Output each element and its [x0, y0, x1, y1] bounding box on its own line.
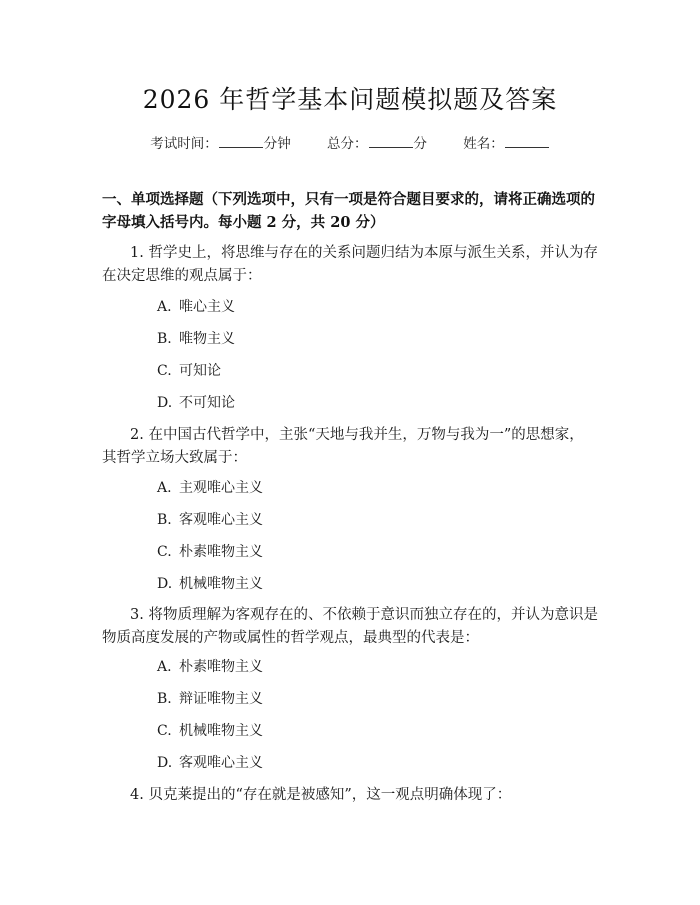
exam-score-blank: [369, 135, 413, 148]
exam-name-blank: [505, 135, 549, 148]
question-1-stem: 1. 哲学史上，将思维与存在的关系问题归结为本原与派生关系，并认为存在决定思维的观点属于：: [102, 245, 598, 284]
option-item: [157, 720, 263, 740]
exam-time: [150, 136, 295, 152]
option-letter: D.: [157, 755, 173, 771]
question-stem: [102, 242, 598, 288]
exam-name: [463, 136, 550, 152]
option-text: 朴素唯物主义: [179, 659, 263, 675]
option-item: [157, 573, 263, 593]
option-item: [157, 328, 235, 348]
exam-time-label: 考试时间：: [150, 136, 218, 152]
exam-score: [327, 136, 431, 152]
question-4-stem: 4. 贝克莱提出的“存在就是被感知”，这一观点明确体现了：: [130, 787, 512, 803]
option-item: [157, 688, 263, 708]
exam-name-label: 姓名：: [463, 136, 504, 152]
option-text: 唯心主义: [179, 299, 235, 315]
option-text: 可知论: [179, 363, 221, 379]
option-letter: B.: [157, 691, 172, 707]
option-item: [157, 541, 263, 561]
option-item: [157, 509, 263, 529]
question-2-stem: 2. 在中国古代哲学中，主张“天地与我并生，万物与我为一”的思想家，其哲学立场大致属于：: [102, 427, 584, 466]
option-text: 朴素唯物主义: [179, 544, 263, 560]
option-text: 机械唯物主义: [179, 576, 263, 592]
option-letter: C.: [157, 544, 172, 560]
question-stem: [102, 424, 598, 470]
exam-score-unit: 分: [413, 136, 427, 152]
option-item: [157, 477, 263, 497]
option-item: [157, 752, 263, 772]
exam-time-unit: 分钟: [263, 136, 291, 152]
option-item: [157, 392, 235, 412]
option-item: [157, 360, 221, 380]
page-title: 2026 年哲学基本问题模拟题及答案: [142, 85, 558, 114]
question-stem: [102, 784, 598, 807]
option-text: 机械唯物主义: [179, 723, 263, 739]
option-letter: A.: [157, 659, 172, 675]
option-text: 客观唯心主义: [179, 755, 263, 771]
option-letter: A.: [157, 480, 172, 496]
exam-time-blank: [219, 135, 263, 148]
option-text: 主观唯心主义: [179, 480, 263, 496]
option-text: 辩证唯物主义: [179, 691, 263, 707]
exam-meta: [0, 132, 700, 152]
option-text: 唯物主义: [179, 331, 235, 347]
option-item: [157, 296, 235, 316]
option-text: 不可知论: [179, 395, 235, 411]
option-letter: A.: [157, 299, 172, 315]
option-letter: D.: [157, 576, 173, 592]
section-heading: 一、单项选择题（下列选项中，只有一项是符合题目要求的，请将正确选项的字母填入括号内。每小题 2 分，共 20 分）: [102, 191, 595, 231]
option-letter: C.: [157, 363, 172, 379]
option-item: [157, 656, 263, 676]
exam-score-label: 总分：: [327, 136, 368, 152]
option-letter: B.: [157, 331, 172, 347]
option-letter: D.: [157, 395, 173, 411]
option-letter: B.: [157, 512, 172, 528]
option-text: 客观唯心主义: [179, 512, 263, 528]
question-3-stem: 3. 将物质理解为客观存在的、不依赖于意识而独立存在的，并认为意识是物质高度发展的产物或属性的哲学观点，最典型的代表是：: [102, 607, 598, 646]
question-stem: [102, 604, 598, 650]
option-letter: C.: [157, 723, 172, 739]
